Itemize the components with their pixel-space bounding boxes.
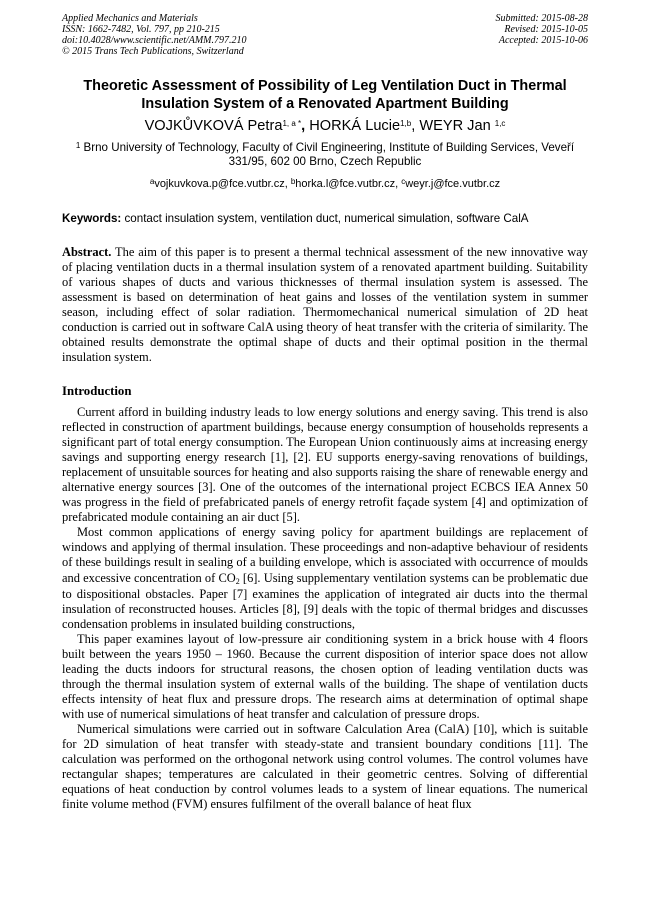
abstract (62, 245, 588, 365)
email-b: horka.l@fce.vutbr.cz, (295, 178, 402, 190)
author-1-affiliation: 1, a * (282, 119, 302, 128)
author-2-name: HORKÁ Lucie (309, 118, 401, 134)
intro-paragraph-3: This paper examines layout of low-pressure air conditioning system in a brick house with 4 floors built between the years 1950 – 1960. Because the current disposition of interior space does not allow leading the ducts indoors for structural reasons, the chosen option of leading ventilation ducts was through the thermal insulation system of external walls of the building. The shape of ventilation ducts effects intensity of heat flux and pressure drops. The research aims at determination of optimal shape with use of numerical simulations of heat transfer and calculation of pressure drops. (62, 631, 588, 721)
journal-copyright: © 2015 Trans Tech Publications, Switzerland (62, 46, 244, 57)
journal-info (62, 13, 247, 57)
email-a-marker: a (149, 177, 155, 186)
intro-paragraph-2 (62, 525, 588, 631)
email-c: weyr.j@fce.vutbr.cz (405, 178, 501, 190)
intro-paragraph-4: Numerical simulations were carried out in software Calculation Area (CalA) [10], which is suitable for 2D simulation of heat transfer with steady-state and transient boundary conditions [11]. The calculation was performed on the orthogonal network using control volumes. The control volumes have rectangular shapes; temperatures are calculated in their geometric centres. Solving of differential equations of heat conduction by control volumes leads to a system of linear equations. The numerical finite volume method (FVM) ensures fulfilment of the overall balance of heat flux (62, 721, 588, 812)
journal-issn: ISSN: 1662-7482, Vol. 797, pp 210-215 (62, 24, 220, 35)
submission-dates (496, 13, 589, 46)
keywords-text: contact insulation system, ventilation duct, numerical simulation, software CalA (121, 212, 529, 225)
affiliation-text: Brno University of Technology, Faculty of Civil Engineering, Institute of Building Services, Veveří 331/95, 602 00 Brno, Czech Republic (80, 141, 575, 168)
author-3-affiliation: 1,c (494, 119, 506, 128)
author-separator: , (301, 118, 310, 134)
intro-paragraph-2-part-b: [6]. Using supplementary ventilation systems can be problematic due to dispositional obstacles. Paper [7] examines the application of integrated air ducts into the thermal insulation of reconstructed houses. Articles [8], [9] deals with the topic of thermal bridges and discusses condensation problems in insulated building constructions, (62, 570, 588, 631)
title-line-1: Theoretic Assessment of Possibility of Leg Ventilation Duct in Thermal (83, 78, 567, 94)
abstract-text: The aim of this paper is to present a thermal technical assessment of the new innovative way of placing ventilation ducts in a thermal insulation system of a renovated apartment building. Suitability of various shapes of ducts and various thicknesses of thermal insulation system is assessed. The assessment is based on determination of heat gains and losses of the ventilation system in summer season, including effect of solar radiation. Thermomechanical numerical simulation of 2D heat conduction is carried out in software CalA using theory of heat transfer with the criteria of similarity. The obtained results demonstrate the optimal shape of ducts and their optimal position in the thermal insulation system. (62, 245, 588, 365)
section-heading-introduction: Introduction (62, 384, 132, 398)
paper-title (50, 77, 600, 113)
intro-paragraph-2-part-a: Most common applications of energy saving policy for apartment buildings are replacement of windows and applying of thermal insulation. These proceedings and non-adaptive behaviour of residents of these buildings result in sealing of a building envelope, which is associated with occurrence of moulds and excessive concentration of CO (62, 525, 588, 585)
affiliation (62, 141, 588, 169)
email-b-marker: b (290, 177, 296, 186)
journal-name: Applied Mechanics and Materials (62, 13, 198, 24)
submitted-date: Submitted: 2015-08-28 (495, 13, 588, 24)
keywords-label: Keywords: (62, 212, 122, 225)
affiliation-number: 1 (75, 141, 81, 150)
revised-date: Revised: 2015-10-05 (504, 24, 588, 35)
author-1-name: VOJKŮVKOVÁ Petra (144, 118, 283, 134)
author-emails (62, 177, 588, 191)
title-line-2: Insulation System of a Renovated Apartment Building (141, 96, 509, 112)
abstract-label: Abstract. (62, 245, 112, 259)
keywords (62, 212, 588, 226)
author-list (50, 117, 600, 135)
journal-doi: doi:10.4028/www.scientific.net/AMM.797.210 (62, 35, 247, 46)
accepted-date: Accepted: 2015-10-06 (498, 35, 588, 46)
author-2-affiliation: 1,b (400, 119, 412, 128)
introduction-body (62, 405, 588, 812)
intro-paragraph-1: Current afford in building industry leads to low energy solutions and energy saving. This trend is also reflected in construction of apartment buildings, because energy consumption of households represents a significant part of total energy consumption. The European Union continuously aims at increasing energy savings and supporting energy research [1], [2]. EU supports energy-saving renovations of buildings, replacement of unsuitable sources for heating and also supports raising the share of renewable energy and alternative energy sources [3]. One of the outcomes of the international project ECBCS IEA Annex 50 was progress in the field of prefabricated panels of energy retrofit façade system [4] and optimization of prefabricated module containing an air duct [5]. (62, 405, 588, 525)
author-3-name: WEYR Jan (419, 118, 495, 134)
co2-subscript: 2 (235, 576, 240, 586)
email-c-marker: c (401, 177, 406, 186)
email-a: vojkuvkova.p@fce.vutbr.cz, (154, 178, 291, 190)
author-separator: , (411, 118, 420, 134)
